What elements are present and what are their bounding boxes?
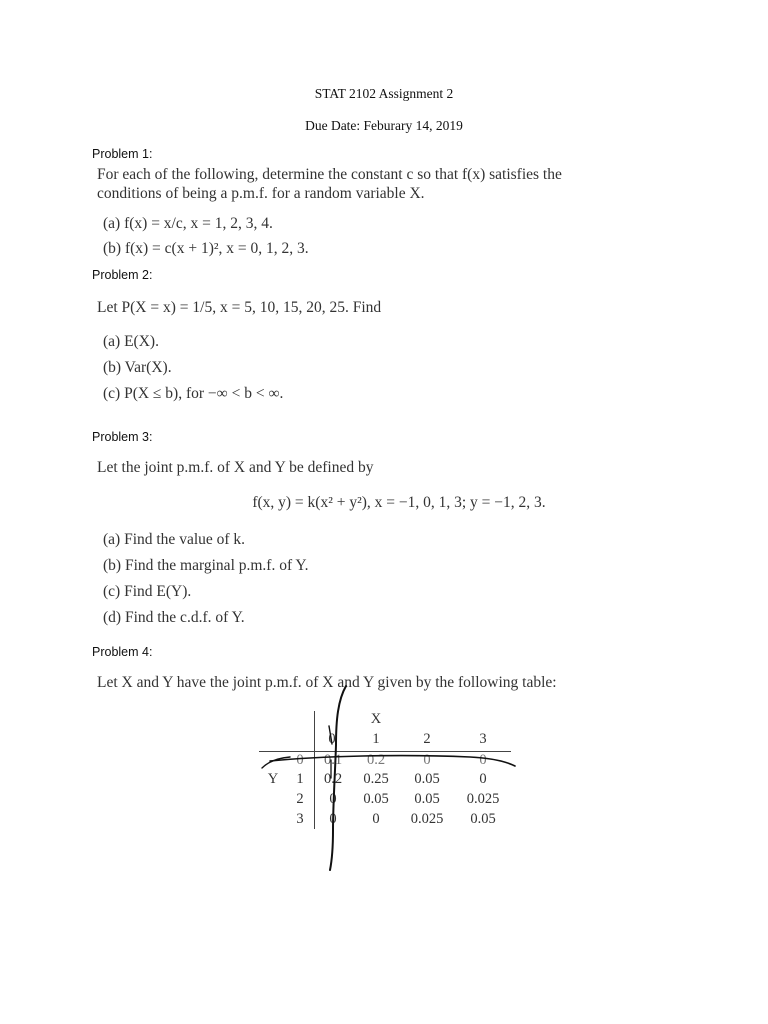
problem-1-item-b: (b) f(x) = c(x + 1)², x = 0, 1, 2, 3. <box>103 240 309 257</box>
column-header: 2 <box>423 731 431 747</box>
problem-3-line-1: Let the joint p.m.f. of X and Y be defined by <box>97 459 374 476</box>
table-cell: 0 <box>372 811 380 827</box>
problem-3-item-a: (a) Find the value of k. <box>103 531 246 548</box>
column-header: 3 <box>479 731 487 747</box>
problem-3-item-d: (d) Find the c.d.f. of Y. <box>103 609 245 626</box>
row-header: 3 <box>296 811 304 827</box>
problem-2-item-a: (a) E(X). <box>103 333 159 350</box>
problem-3-heading: Problem 3: <box>92 430 153 444</box>
table-cell: 0.025 <box>410 811 444 827</box>
column-header: 0 <box>328 731 336 747</box>
problem-2-line-1: Let P(X = x) = 1/5, x = 5, 10, 15, 20, 25. Find <box>97 299 382 316</box>
problem-2-heading: Problem 2: <box>92 268 153 282</box>
problem-2-item-b: (b) Var(X). <box>103 359 172 376</box>
table-cell: 0 <box>329 791 337 807</box>
table-row-variable: Y <box>267 771 279 787</box>
problem-1-line-2: conditions of being a p.m.f. for a random variable X. <box>97 185 425 202</box>
table-cell: 0 <box>423 752 431 768</box>
problem-4-heading: Problem 4: <box>92 645 153 659</box>
problem-3-equation: f(x, y) = k(x² + y²), x = −1, 0, 1, 3; y = −1, 2, 3. <box>252 494 546 511</box>
problem-1-item-a: (a) f(x) = x/c, x = 1, 2, 3, 4. <box>103 215 273 232</box>
table-cell: 0 <box>479 752 487 768</box>
table-cell: 0.05 <box>363 791 389 807</box>
row-header: 2 <box>296 791 304 807</box>
problem-4-line-1: Let X and Y have the joint p.m.f. of X and Y given by the following table: <box>97 674 557 691</box>
table-cell: 0.1 <box>323 752 343 768</box>
table-cell: 0.05 <box>414 791 440 807</box>
table-cell: 0.2 <box>366 752 386 768</box>
problem-3-item-b: (b) Find the marginal p.m.f. of Y. <box>103 557 309 574</box>
row-header: 1 <box>296 771 304 787</box>
problem-3-item-c: (c) Find E(Y). <box>103 583 192 600</box>
column-header: 1 <box>372 731 380 747</box>
handwritten-strike-line <box>270 756 515 766</box>
handwritten-digit-stroke-1 <box>329 726 332 744</box>
handwritten-vertical-stroke <box>330 686 346 870</box>
row-header: 0 <box>296 752 304 768</box>
problem-2-item-c: (c) P(X ≤ b), for −∞ < b < ∞. <box>103 385 284 402</box>
table-column-variable: X <box>370 711 382 727</box>
due-date: Due Date: Feburary 14, 2019 <box>305 118 463 133</box>
table-cell: 0.05 <box>470 811 496 827</box>
table-cell: 0.05 <box>414 771 440 787</box>
page-title: STAT 2102 Assignment 2 <box>314 86 454 101</box>
table-cell: 0.025 <box>466 791 500 807</box>
handwritten-strike-left <box>262 757 290 768</box>
problem-1-heading: Problem 1: <box>92 147 153 161</box>
table-cell: 0 <box>329 811 337 827</box>
problem-1-line-1: For each of the following, determine the constant c so that f(x) satisfies the <box>97 166 562 183</box>
table-cell: 0.25 <box>363 771 389 787</box>
table-cell: 0 <box>479 771 487 787</box>
table-cell: 0.2 <box>323 771 343 787</box>
